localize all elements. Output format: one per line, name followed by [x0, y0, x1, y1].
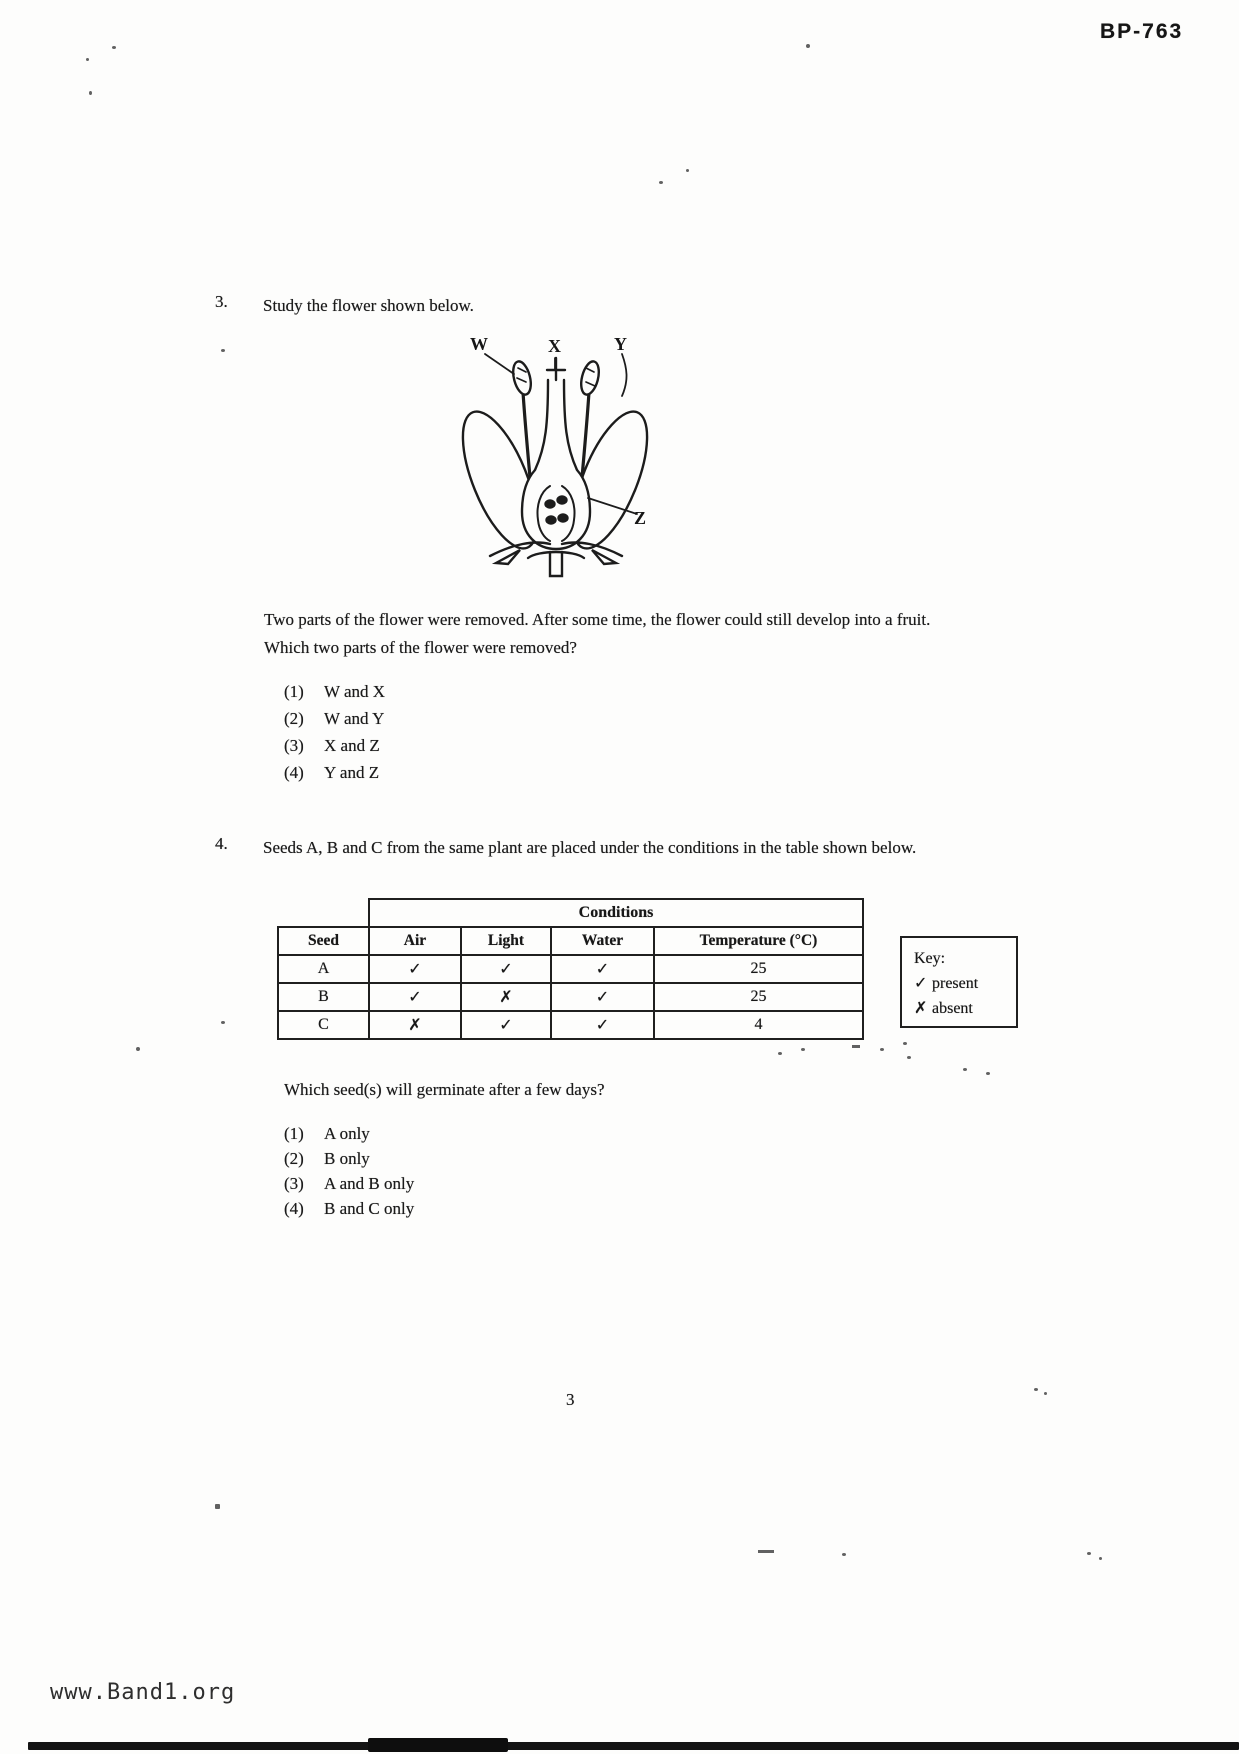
- scan-edge-bar: [28, 1742, 1239, 1750]
- seed-b-temperature: 25: [654, 983, 863, 1011]
- scan-noise-speck: [136, 1047, 140, 1051]
- q4-option-3-number: (3): [284, 1174, 304, 1193]
- key-legend-box: [900, 936, 1018, 1028]
- q3-option-2-text: W and Y: [324, 709, 385, 728]
- col-header-light: Light: [461, 927, 551, 955]
- q4-option-1-number: (1): [284, 1124, 304, 1143]
- q4-option-2: [284, 1149, 414, 1174]
- col-header-air: Air: [369, 927, 461, 955]
- table-row: [278, 983, 863, 1011]
- scan-noise-speck: [221, 1021, 225, 1024]
- scan-noise-speck: [89, 91, 92, 95]
- q4-option-3-text: A and B only: [324, 1174, 415, 1193]
- key-title: Key:: [914, 950, 946, 967]
- seed-c-temperature: 4: [654, 1011, 863, 1039]
- q3-option-1-number: (1): [284, 682, 304, 701]
- question-4-prompt: Seeds A, B and C from the same plant are placed under the conditions in the table shown below.: [263, 838, 917, 857]
- seed-a-air: ✓: [369, 955, 461, 983]
- q3-option-3: [284, 736, 385, 763]
- seed-b-air: ✓: [369, 983, 461, 1011]
- question-4-options: [284, 1124, 414, 1224]
- scan-noise-speck: [758, 1550, 774, 1553]
- seed-c-air: ✗: [369, 1011, 461, 1039]
- q3-option-3-text: X and Z: [324, 736, 380, 755]
- q4-option-2-number: (2): [284, 1149, 304, 1168]
- document-code: BP-763: [1100, 20, 1184, 43]
- key-absent-line: [914, 996, 1016, 1021]
- flower-label-w: W: [470, 334, 488, 354]
- seed-b-label: B: [278, 983, 369, 1011]
- scan-noise-speck: [801, 1048, 805, 1051]
- q3-option-4-text: Y and Z: [324, 763, 380, 782]
- scan-noise-speck: [215, 1504, 220, 1509]
- q3-option-2: [284, 709, 385, 736]
- q3-option-3-number: (3): [284, 736, 304, 755]
- scan-noise-speck: [903, 1042, 907, 1045]
- table-row: [278, 955, 863, 983]
- key-present-label: present: [932, 975, 979, 992]
- question-3-prompt: Study the flower shown below.: [263, 296, 474, 315]
- flower-label-z: Z: [634, 508, 647, 528]
- key-present-line: [914, 971, 1016, 996]
- scan-noise-speck: [1087, 1552, 1091, 1555]
- seed-b-light: ✗: [461, 983, 551, 1011]
- scan-noise-speck: [221, 349, 225, 352]
- scan-noise-speck: [842, 1553, 846, 1556]
- table-group-header: Conditions: [369, 899, 863, 927]
- scan-noise-speck: [1099, 1557, 1102, 1560]
- scan-noise-speck: [1034, 1388, 1038, 1391]
- q3-option-1: [284, 682, 385, 709]
- seed-a-label: A: [278, 955, 369, 983]
- seed-a-water: ✓: [551, 955, 654, 983]
- question-4-text: Which seed(s) will germinate after a few days?: [284, 1080, 605, 1099]
- col-header-temperature: Temperature (°C): [654, 927, 863, 955]
- q4-option-2-text: B only: [324, 1149, 370, 1168]
- question-3-number: 3.: [215, 292, 228, 311]
- seed-c-label: C: [278, 1011, 369, 1039]
- q3-option-2-number: (2): [284, 709, 304, 728]
- scan-noise-speck: [986, 1072, 990, 1075]
- check-icon: ✓: [914, 975, 928, 992]
- question-4-number: 4.: [215, 834, 228, 853]
- cross-icon: ✗: [914, 1000, 928, 1017]
- key-absent-label: absent: [932, 1000, 973, 1017]
- q4-option-1-text: A only: [324, 1124, 370, 1143]
- q4-option-4-text: B and C only: [324, 1199, 415, 1218]
- scan-noise-speck: [86, 58, 89, 61]
- col-header-seed: Seed: [278, 927, 369, 955]
- scan-noise-speck: [778, 1052, 782, 1055]
- q3-option-1-text: W and X: [324, 682, 386, 701]
- seed-a-light: ✓: [461, 955, 551, 983]
- scan-noise-speck: [852, 1045, 860, 1048]
- flower-label-x: X: [548, 336, 561, 356]
- scan-noise-speck: [880, 1048, 884, 1051]
- q4-option-1: [284, 1124, 414, 1149]
- q3-option-4: [284, 763, 385, 790]
- seed-c-water: ✓: [551, 1011, 654, 1039]
- scan-noise-speck: [806, 44, 810, 48]
- q4-option-4-number: (4): [284, 1199, 304, 1218]
- seed-a-temperature: 25: [654, 955, 863, 983]
- scan-edge-blob: [368, 1738, 508, 1752]
- question-3-text: Two parts of the flower were removed. After some time, the flower could still develop into a fruit. Which two parts of the flower were removed?: [264, 610, 931, 657]
- scan-noise-speck: [112, 46, 116, 49]
- q4-option-3: [284, 1174, 414, 1199]
- seed-b-water: ✓: [551, 983, 654, 1011]
- question-3-options: [284, 682, 385, 790]
- seed-c-light: ✓: [461, 1011, 551, 1039]
- q4-option-4: [284, 1199, 414, 1224]
- col-header-water: Water: [551, 927, 654, 955]
- table-blank-cell: [278, 899, 369, 927]
- conditions-table: [277, 898, 864, 1040]
- table-row: [278, 1011, 863, 1039]
- flower-diagram-drawing: [438, 328, 750, 580]
- page-number: 3: [566, 1390, 575, 1409]
- scan-noise-speck: [907, 1056, 911, 1059]
- flower-diagram: [438, 328, 750, 580]
- table-header-row: [278, 927, 863, 955]
- flower-label-y: Y: [614, 334, 627, 354]
- scan-noise-speck: [963, 1068, 967, 1071]
- q3-option-4-number: (4): [284, 763, 304, 782]
- table-group-row: [278, 899, 863, 927]
- watermark-url: www.Band1.org: [50, 1680, 236, 1705]
- scan-noise-speck: [1044, 1392, 1047, 1395]
- scan-noise-speck: [686, 169, 689, 172]
- scan-noise-speck: [659, 181, 663, 184]
